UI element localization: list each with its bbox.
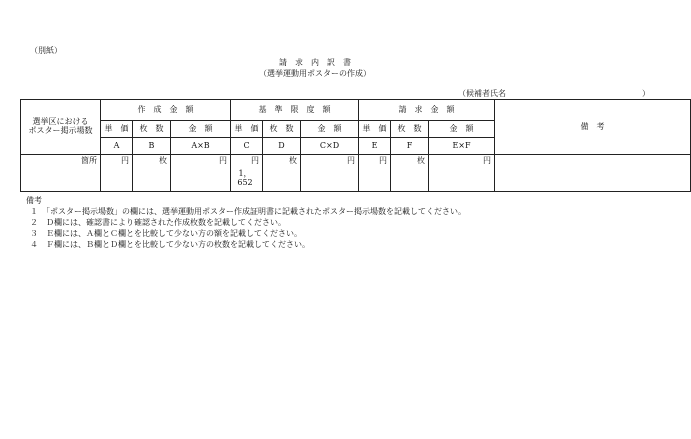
code-f: F xyxy=(391,138,429,155)
billing-breakdown-table xyxy=(20,99,691,192)
remarks-header: 備 考 xyxy=(495,100,691,155)
unit-yen-a: 円 xyxy=(101,155,133,192)
row-label-line-2: ポスター掲示場数 xyxy=(28,126,93,135)
unit-sheets-b: 枚 xyxy=(133,155,171,192)
document-title: 請 求 内 訳 書 xyxy=(279,58,351,67)
subheader-unit-price-c: 単 価 xyxy=(231,121,263,138)
note-item-4: ４ Ｆ欄には、Ｂ欄とＤ欄とを比較して少ない方の枚数を記載してください。 xyxy=(30,240,310,249)
c-value: 1，652 xyxy=(237,169,253,188)
places-unit: 箇所 xyxy=(21,155,101,192)
unit-sheets-f: 枚 xyxy=(391,155,429,192)
code-d: D xyxy=(263,138,301,155)
note-item-2: ２ Ｄ欄には、確認書により確認された作成枚数を記載してください。 xyxy=(30,218,286,227)
subheader-unit-price-a: 単 価 xyxy=(101,121,133,138)
group-claim-amount: 請 求 金 額 xyxy=(359,100,495,121)
poster-board-count-header xyxy=(21,100,101,155)
subheader-unit-price-e: 単 価 xyxy=(359,121,391,138)
note-item-3: ３ Ｅ欄には、Ａ欄とＣ欄とを比較して少ない方の額を記載してください。 xyxy=(30,229,302,238)
row-label-line-1: 選挙区における xyxy=(32,117,89,127)
document-subtitle: （選挙運動用ポスターの作成） xyxy=(259,69,371,78)
code-a: A xyxy=(101,138,133,155)
code-cxd: C×D xyxy=(301,138,359,155)
unit-yen-e: 円 xyxy=(359,155,391,192)
unit-yen-cxd: 円 xyxy=(301,155,359,192)
unit-yen-exf: 円 xyxy=(429,155,495,192)
group-production-amount: 作 成 金 額 xyxy=(101,100,231,121)
subheader-sheets-f: 枚 数 xyxy=(391,121,429,138)
subheader-sheets-d: 枚 数 xyxy=(263,121,301,138)
notes-heading: 備考 xyxy=(26,196,42,205)
subheader-sheets-b: 枚 数 xyxy=(133,121,171,138)
subheader-amount-axb: 金 額 xyxy=(171,121,231,138)
remarks-cell xyxy=(495,155,691,192)
unit-yen-c: 円 xyxy=(251,156,259,165)
subheader-amount-cxd: 金 額 xyxy=(301,121,359,138)
subheader-amount-exf: 金 額 xyxy=(429,121,495,138)
note-item-1: １ 「ポスター掲示場数」の欄には、選挙運動用ポスター作成証明書に記載されたポスター掲示場数を記載してください。 xyxy=(30,207,466,216)
code-e: E xyxy=(359,138,391,155)
unit-sheets-d: 枚 xyxy=(263,155,301,192)
cell-unit-price-c xyxy=(231,155,263,192)
code-axb: A×B xyxy=(171,138,231,155)
candidate-name-field: （候補者氏名 ） xyxy=(458,89,650,98)
group-standard-limit: 基 準 限 度 額 xyxy=(231,100,359,121)
unit-yen-axb: 円 xyxy=(171,155,231,192)
code-exf: E×F xyxy=(429,138,495,155)
code-b: B xyxy=(133,138,171,155)
code-c: C xyxy=(231,138,263,155)
table-row xyxy=(21,155,691,192)
appendix-label: （別紙） xyxy=(30,46,62,55)
